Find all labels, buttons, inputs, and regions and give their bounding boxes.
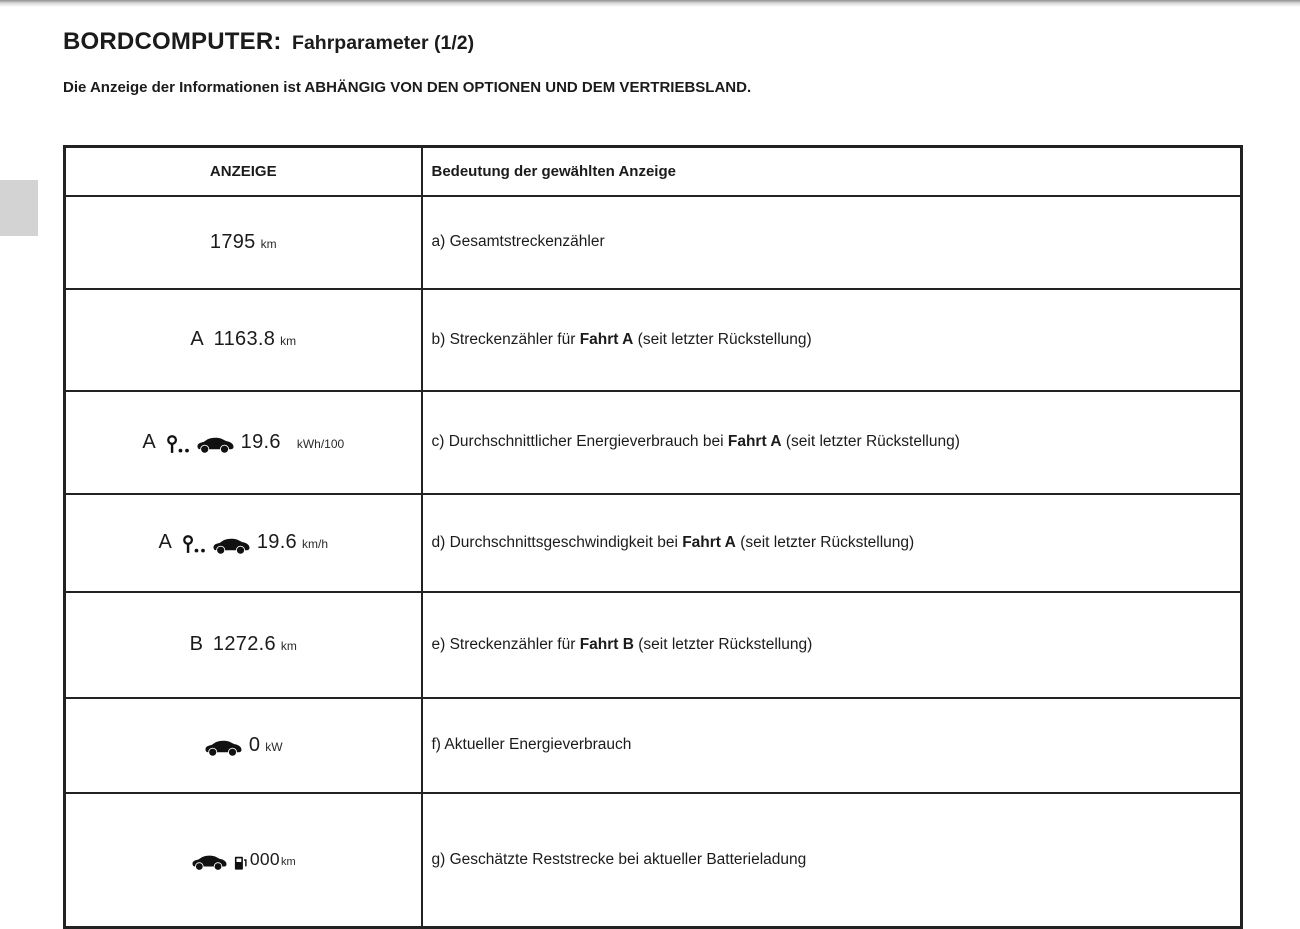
- car-icon: [196, 436, 235, 454]
- trip-label: B: [189, 633, 203, 655]
- unit-label: km: [280, 334, 297, 348]
- page-title-sub: Fahrparameter (1/2): [292, 32, 475, 54]
- table-row: [65, 196, 1242, 289]
- table-row: [65, 289, 1242, 391]
- trip-distance-value: 1272.6: [212, 633, 276, 655]
- margin-tab: [0, 180, 38, 236]
- unit-label: km: [280, 639, 297, 653]
- table-row: [65, 793, 1242, 928]
- meaning-cell: d) Durchschnittsgeschwindigkeit bei Fahrt A (seit letzter Rückstellung): [422, 494, 1242, 592]
- trip-label: A: [142, 430, 156, 453]
- display-cell: [65, 196, 422, 289]
- meaning-cell: a) Gesamtstreckenzähler: [422, 196, 1242, 289]
- page-title-main: BORDCOMPUTER:: [63, 28, 282, 55]
- unit-label: kWh/100: [296, 436, 345, 451]
- parameter-table: [63, 145, 1243, 929]
- charging-station-icon: [234, 854, 247, 870]
- unit-label: km/h: [301, 537, 328, 551]
- display-cell: [65, 592, 422, 698]
- column-header-meaning: Bedeutung der gewählten Anzeige: [422, 147, 1242, 196]
- car-icon: [204, 739, 243, 757]
- trip-start-pin-icon: [166, 434, 194, 455]
- display-cell: [65, 494, 422, 592]
- page-note: Die Anzeige der Informationen ist ABHÄNGIG VON DEN OPTIONEN UND DEM VERTRIEBSLAND.: [63, 79, 752, 96]
- car-icon: [191, 854, 228, 871]
- avg-speed-value: 19.6: [256, 531, 297, 553]
- unit-label: km: [260, 236, 277, 251]
- column-header-display: ANZEIGE: [65, 147, 422, 196]
- trip-start-pin-icon: [182, 534, 210, 555]
- odometer-value: 1795: [209, 230, 256, 253]
- remaining-range-value: 000: [249, 849, 280, 870]
- page-top-shadow: [0, 0, 1300, 7]
- meaning-cell: b) Streckenzähler für Fahrt A (seit letzter Rückstellung): [422, 289, 1242, 391]
- trip-label: A: [190, 328, 204, 350]
- table-row: [65, 592, 1242, 698]
- current-consumption-value: 0: [248, 733, 261, 756]
- car-icon: [212, 537, 251, 555]
- trip-label: A: [158, 531, 172, 553]
- display-cell: [65, 698, 422, 793]
- meaning-cell: g) Geschätzte Reststrecke bei aktueller Batterieladung: [422, 793, 1242, 928]
- table-header-row: [65, 147, 1242, 196]
- page-title: [63, 28, 1243, 56]
- table-row: [65, 494, 1242, 592]
- table-row: [65, 698, 1242, 793]
- avg-consumption-value: 19.6: [240, 430, 281, 453]
- unit-label: kW: [265, 739, 283, 754]
- meaning-cell: e) Streckenzähler für Fahrt B (seit letzter Rückstellung): [422, 592, 1242, 698]
- meaning-cell: c) Durchschnittlicher Energieverbrauch bei Fahrt A (seit letzter Rückstellung): [422, 391, 1242, 494]
- trip-distance-value: 1163.8: [213, 328, 276, 350]
- unit-label: km: [280, 856, 296, 869]
- display-cell: [65, 793, 422, 928]
- display-cell: [65, 391, 422, 494]
- meaning-cell: f) Aktueller Energieverbrauch: [422, 698, 1242, 793]
- table-row: [65, 391, 1242, 494]
- display-cell: [65, 289, 422, 391]
